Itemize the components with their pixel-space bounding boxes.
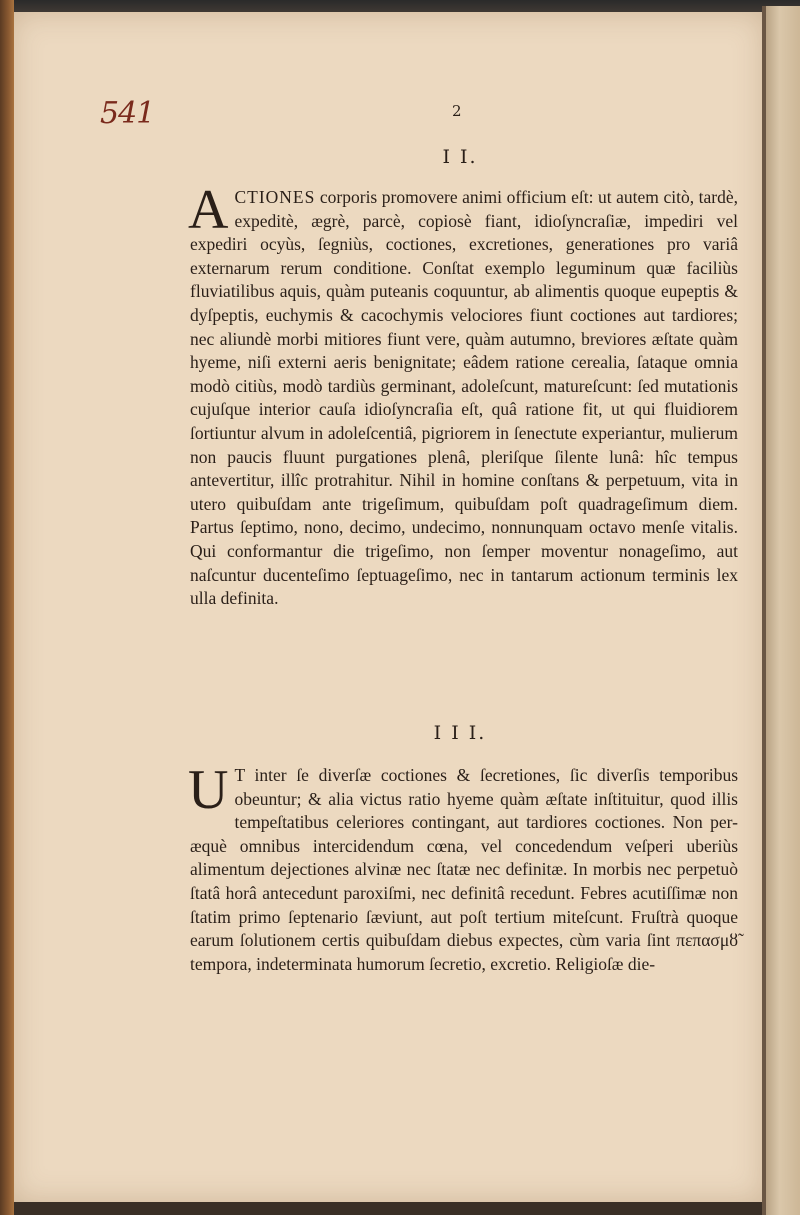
next-page-edge xyxy=(766,6,800,1215)
book-spine xyxy=(0,0,14,1215)
section-heading-iii: I I I. xyxy=(433,722,487,744)
section-iii-lead-word: T xyxy=(234,765,245,785)
dropcap-u: U xyxy=(188,759,229,821)
section-iii-paragraph xyxy=(188,759,738,976)
section-ii-lead-word: CTIONES xyxy=(234,187,316,207)
section-heading-ii: I I. xyxy=(442,146,478,168)
dropcap-a: A xyxy=(188,179,229,241)
section-iii-text: inter ſe diverſæ coctiones & ſecretiones, ſic diverſis temporibus obeuntur; & alia victus ratio hyeme quàm æſtate inſtituitur, quod illis tempeſtatibus celeriores contingant, aut tardiores coctiones. Non per-æquè omnibus intercidendum cœna, vel concedendum veſperi uberiùs alimentum dejectiones alvinæ nec ſtatæ nec definitæ. In morbis nec perpetuò ſtatâ horâ antecedunt paroxiſmi, nec definitâ recedunt. Febres acutiſſimæ non ſtatim primo ſeptenario ſæviunt, aut poſt tertium miteſcunt. Fruſtrà quoque earum ſolutionem certis quibuſdam diebus expectes, cùm varia ſint πεπασμȣ̃ tempora, indeterminata humorum ſecretio, excretio. Religioſæ die- xyxy=(190,765,738,974)
page-number: 2 xyxy=(452,102,462,120)
handwritten-folio-mark: 541 xyxy=(100,96,155,131)
section-ii-paragraph xyxy=(188,179,738,611)
section-ii-text: corporis promovere animi officium eſt: ut autem citò, tardè, expeditè, ægrè, parcè, copiosè fiant, idioſyncraſiæ, impediri vel expediri ocyùs, ſegniùs, coctiones, excretiones, generationes pro variâ externarum rerum conditione. Conſtat exemplo leguminum quæ faciliùs fluviatilibus aquis, quàm puteanis coquuntur, ab alimentis quoque eupeptis & dyſpeptis, euchymis & cacochymis velociores fiunt coctiones aut tardiores; nec aliundè morbi mitiores fiunt vere, quàm autumno, breviores æſtate quàm hyeme, niſi externi aeris benignitate; eâdem ratione cerealia, ſataque omnia modò citiùs, modò tardiùs germinant, adoleſcunt, matureſcunt: ſed mutationis cujuſque interior cauſa idioſyncraſia eſt, quâ ratione fit, ut qui fluidiorem ſortiuntur alvum in adoleſcentiâ, pigriorem in ſenectute experiantur, mulierum non paucis fluunt purgationes plenâ, pleriſque ſilente lunâ: hîc tempus antevertitur, illîc protrahitur. Nihil in homine conſtans & perpetuum, vita in utero quibuſdam ante trigeſimum, quibuſdam poſt quadrageſimum diem. Partus ſeptimo, nono, decimo, undecimo, nonnunquam octavo menſe vitalis. Qui conformantur die trigeſimo, non ſemper moventur nonageſimo, aut naſcuntur ducenteſimo ſeptuageſimo, nec in tantarum actionum terminis lex ulla definita. xyxy=(190,187,738,609)
